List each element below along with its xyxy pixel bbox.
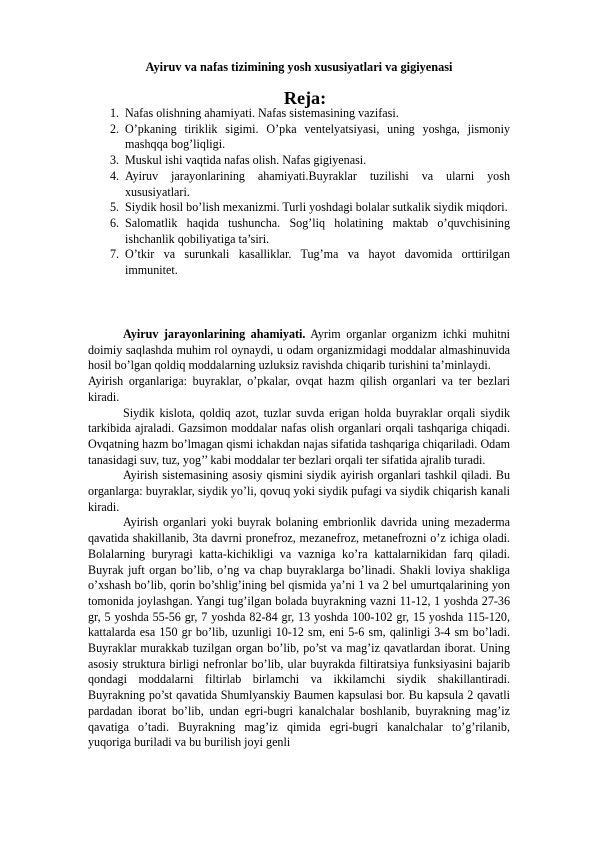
plan-item-text: Siydik hosil bo’lish mexanizmi. Turli yoshdagi bolalar sutkalik siydik miqdori. [125,200,508,215]
paragraph-lead: Ayiruv jarayonlarining ahamiyati. [123,327,306,341]
paragraph [88,374,510,405]
plan-item-number: 2. [110,121,120,136]
plan-item-text: Nafas olishning ahamiyati. Nafas sistemasining vazifasi. [125,106,399,120]
paragraph-text: Ayrim organlar organizm ichki muhitni doimiy saqlashda muhim rol oynaydi, u odam organizmidagi moddalar almashinuvida hosil bo’lgan qoldiq moddalarning uzluksiz ravishda chiqarib turishini ta’minlaydi. [88,327,510,373]
plan-heading: Reja: [283,88,327,108]
plan-item-number: 5. [110,200,120,215]
plan-item [110,216,510,247]
plan-item-number: 7. [110,247,120,262]
plan-item [110,153,510,169]
plan-item-number: 4. [110,168,120,183]
document-title: Ayiruv va nafas tizimining yosh xususiyatlari va gigiyenasi [145,60,453,74]
paragraph-text: Ayirish organlari yoki buyrak bolaning embrionlik davrida uning mezaderma qavatida shakillanib, 3ta davrni pronefroz, mezanefroz, metanefrozni o’z ichiga oladi. Bolalarning buryragi katta-kichikligi va vazniga ko’ra kattalarnikidan farq qiladi. Buyrak juft organ bo’lib, o’ng va chap buyraklarga bo’linadi. Shakli loviya shakliga o’xshash bo’lib, qorin bo’shlig’ining bel qismida ya’ni 1 va 2 bel umurtqalarining yon tomonida joylashgan. Yangi tug’ilgan bolada buyrakning vazni 11-12, 1 yoshda 27-36 gr, 5 yoshda 55-56 gr, 7 yoshda 82-84 gr, 13 yoshda 100-102 gr, 15 yoshda 115-120, kattalarda esa 150 gr bo’lib, uzunligi 10-12 sm, eni 5-6 sm, qalinligi 3-4 sm bo’ladi. Buyraklar murakkab tuzilgan organ bo’lib, po’st va mag’iz qavatlardan iborat. Uning asosiy struktura birligi nefronlar bo’lib, ular buyrakda filtiratsiya funksiyasini bajarib qondagi moddalarni filtirlab birlamchi va ikkilamchi siydik shakillantiradi. Buyrakning po’st qavatida Shumlyanskiy Baumen kapsulasi bor. Bu kapsula 2 qavatli pardadan iborat bo’lib, undan egri-bugri kanalchalar boshlanib, buyrakning mag’iz qavatiga o’tadi. Buyrakning mag’iz qimida egri-bugri kanalchalar to’g’rilanib, yuqoriga buriladi va bu burilish joyi genli [88,515,510,750]
plan-item [110,247,510,278]
plan-item-number: 6. [110,215,120,230]
plan-item [110,169,510,200]
plan-item [110,200,510,216]
paragraph [88,327,510,374]
paragraph-text: Ayirish organlariga: buyraklar, o’pkalar, ovqat hazm qilish organlari va ter bezlari kiradi. [88,374,510,404]
plan-list [110,106,510,279]
paragraph [88,468,510,515]
plan-item-text: Ayiruv jarayonlarining ahamiyati.Buyraklar tuzilishi va ularni yosh xususiyatlari. [125,168,510,199]
body-text [88,327,510,751]
plan-item [110,122,510,153]
plan-item-text: Salomatlik haqida tushuncha. Sog’liq holatining maktab o’quvchisining ishchanlik qobiliyatiga ta’siri. [125,215,510,246]
paragraph [88,515,510,751]
paragraph-text: Ayirish sistemasining asosiy qismini siydik ayirish organlari tashkil qiladi. Bu organlarga: buyraklar, siydik yo’li, qovuq yoki siydik pufagi va siydik chiqarish kanali kiradi. [88,468,510,514]
plan-item-text: Muskul ishi vaqtida nafas olish. Nafas gigiyenasi. [125,153,367,168]
plan-item-text: O’pkaning tiriklik sigimi. O’pka ventelyatsiyasi, uning yoshga, jismoniy mashqqa bog’liqligi. [125,121,510,152]
plan-item-number: 3. [110,153,120,168]
plan-item [110,106,510,122]
plan-item-text: O’tkir va surunkali kasalliklar. Tug’ma va hayot davomida orttirilgan immunitet. [125,247,510,278]
paragraph [88,406,510,469]
plan-item-number: 1. [110,106,120,120]
paragraph-text: Siydik kislota, qoldiq azot, tuzlar suvda erigan holda buyraklar orqali siydik tarkibida ajraladi. Gazsimon moddalar nafas olish organlari orqali tashqariga chiqadi. Ovqatning hazm bo’lmagan qismi ichakdan najas sifatida tashqariga chiqariladi. Odam tanasidagi suv, tuz, yog’’ kabi moddalar ter bezlari orqali ter sifatida ajralib turadi. [88,405,510,467]
